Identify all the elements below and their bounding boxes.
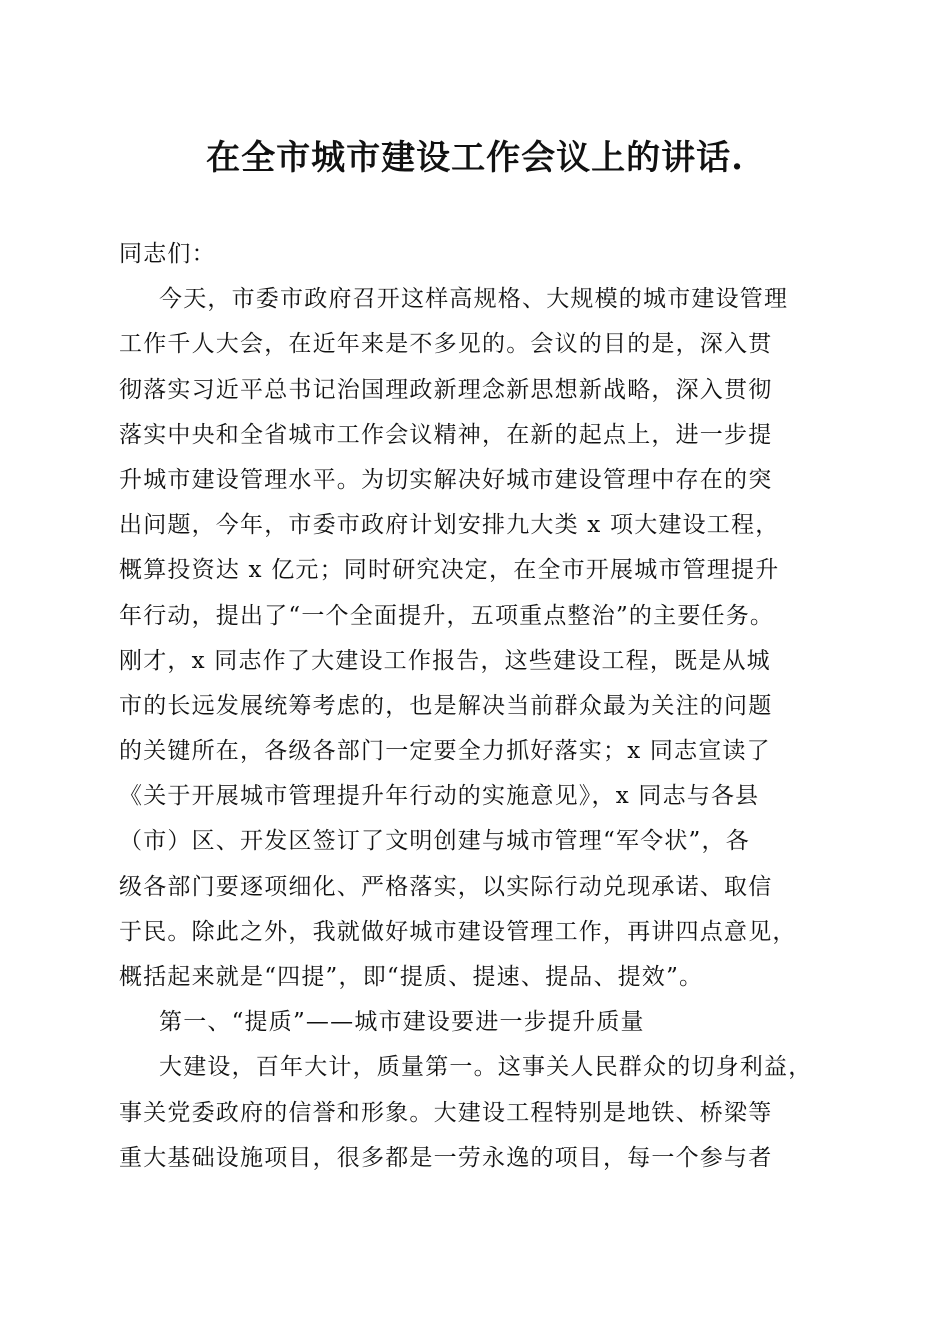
paragraph-line: 重大基础设施项目，很多都是一劳永逸的项目，每一个参与者 (119, 1144, 773, 1171)
paragraph-line: 的关键所在，各级各部门一定要全力抓好落实；x 同志宣读了 (119, 738, 771, 765)
paragraph-line: 今天，市委市政府召开这样高规格、大规模的城市建设管理 (159, 286, 789, 313)
paragraph-line: 彻落实习近平总书记治国理政新理念新思想新战略，深入贯彻 (119, 376, 773, 403)
paragraph-line: 市的长远发展统筹考虑的，也是解决当前群众最为关注的问题 (119, 692, 773, 719)
paragraph-line: 大建设，百年大计，质量第一。这事关人民群众的切身利益， (159, 1054, 813, 1081)
paragraph-line: 年行动，提出了“一个全面提升，五项重点整治”的主要任务。 (119, 602, 775, 629)
paragraph-line: 概算投资达 x 亿元；同时研究决定，在全市开展城市管理提升 (119, 557, 780, 584)
salutation-line: 同志们： (119, 241, 216, 267)
paragraph-line: （市）区、开发区签订了文明创建与城市管理“军令状”，各 (119, 828, 750, 855)
paragraph-line: 出问题，今年，市委市政府计划安排九大类 x 项大建设工程， (119, 512, 780, 539)
document-body (119, 232, 835, 1181)
paragraph-line: 工作千人大会，在近年来是不多见的。会议的目的是，深入贯 (119, 331, 773, 358)
paragraph-line: 落实中央和全省城市工作会议精神，在新的起点上，进一步提 (119, 421, 773, 448)
document-title: 在全市城市建设工作会议上的讲话. (206, 138, 744, 178)
paragraph-line: 事关党委政府的信誉和形象。大建设工程特别是地铁、桥梁等 (119, 1099, 773, 1126)
paragraph-line: 升城市建设管理水平。为切实解决好城市建设管理中存在的突 (119, 466, 773, 493)
paragraph-line: 于民。除此之外，我就做好城市建设管理工作，再讲四点意见， (119, 918, 797, 945)
section-heading: 第一、“提质”——城市建设要进一步提升质量 (159, 1009, 645, 1036)
paragraph-line: 级各部门要逐项细化、严格落实，以实际行动兑现承诺、取信 (119, 873, 773, 900)
paragraph-line: 概括起来就是“四提”，即“提质、提速、提品、提效”。 (119, 964, 704, 990)
paragraph-line: 《关于开展城市管理提升年行动的实施意见》，x 同志与各县 (119, 783, 760, 810)
paragraph-line: 刚才，x 同志作了大建设工作报告，这些建设工程，既是从城 (119, 647, 771, 674)
